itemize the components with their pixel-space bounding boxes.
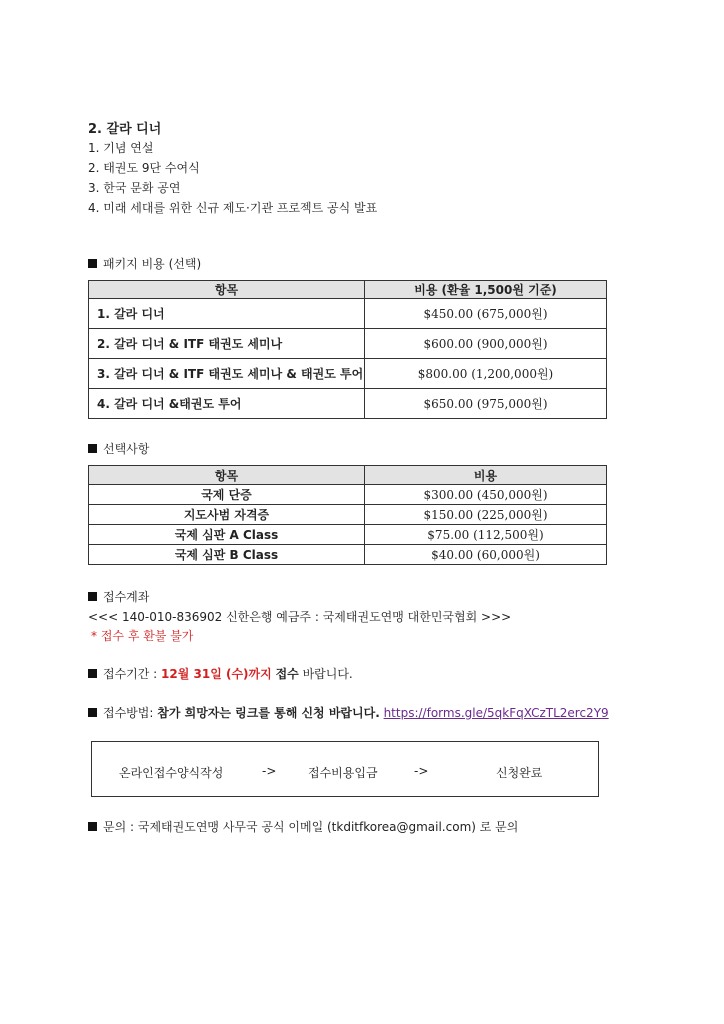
option-cost: $150.00 (225,000원) — [365, 505, 607, 525]
package-item: 3. 갈라 디너 & ITF 태권도 세미나 & 태권도 투어 — [89, 359, 365, 389]
method-line — [88, 705, 609, 721]
method-label: 접수방법: — [103, 706, 158, 720]
account-section-label — [88, 589, 149, 605]
option-item: 국제 심판 A Class — [89, 525, 365, 545]
refund-note: * 접수 후 환불 불가 — [91, 629, 194, 643]
table-row — [89, 329, 607, 359]
gala-item: 2. 태권도 9단 수여식 — [88, 161, 200, 175]
package-section-label — [88, 256, 201, 272]
gala-item: 4. 미래 세대를 위한 신규 제도·기관 프로젝트 공식 발표 — [88, 201, 378, 215]
package-label-text: 패키지 비용 (선택) — [103, 257, 202, 271]
flow-arrow: -> — [414, 764, 429, 778]
package-item: 4. 갈라 디너 &태권도 투어 — [89, 389, 365, 419]
method-instruction: 참가 희망자는 링크를 통해 신청 바랍니다. — [157, 706, 380, 720]
options-label-text: 선택사항 — [103, 442, 150, 456]
period-label: 접수기간 : — [103, 667, 162, 681]
table-header: 비용 (환율 1,500원 기준) — [365, 281, 607, 299]
period-suffix: 바랍니다. — [298, 667, 353, 681]
contact-line — [88, 819, 518, 835]
bullet-square-icon — [88, 708, 97, 717]
account-label-text: 접수계좌 — [103, 590, 150, 604]
table-row — [89, 525, 607, 545]
bullet-square-icon — [88, 444, 97, 453]
option-cost: $40.00 (60,000원) — [365, 545, 607, 565]
flow-step-payment: 접수비용입금 — [308, 766, 378, 780]
gala-item-list — [88, 138, 377, 218]
table-header: 항목 — [89, 466, 365, 485]
package-item: 2. 갈라 디너 & ITF 태권도 세미나 — [89, 329, 365, 359]
flow-arrow: -> — [262, 764, 277, 778]
table-row — [89, 505, 607, 525]
bullet-square-icon — [88, 822, 97, 831]
application-flow-box — [91, 741, 599, 797]
contact-text: 문의 : 국제태권도연맹 사무국 공식 이메일 (tkditfkorea@gmail.com) 로 문의 — [103, 820, 519, 834]
bullet-square-icon — [88, 592, 97, 601]
package-cost: $650.00 (975,000원) — [365, 389, 607, 419]
option-item: 지도사범 자격증 — [89, 505, 365, 525]
package-cost: $800.00 (1,200,000원) — [365, 359, 607, 389]
option-cost: $75.00 (112,500원) — [365, 525, 607, 545]
application-form-link[interactable]: https://forms.gle/5qkFqXCzTL2erc2Y9 — [383, 706, 609, 720]
bank-account-line: <<< 140-010-836902 신한은행 예금주 : 국제태권도연맹 대한민국협회 >>> — [88, 610, 512, 624]
package-cost: $450.00 (675,000원) — [365, 299, 607, 329]
table-row — [89, 389, 607, 419]
flow-step-form: 온라인접수양식작성 — [119, 766, 224, 780]
package-item: 1. 갈라 디너 — [89, 299, 365, 329]
gala-item: 3. 한국 문화 공연 — [88, 181, 181, 195]
table-row — [89, 299, 607, 329]
period-date: 12월 31일 (수)까지 — [161, 667, 272, 681]
flow-step-complete: 신청완료 — [496, 766, 543, 780]
table-header: 비용 — [365, 466, 607, 485]
options-section-label — [88, 441, 149, 457]
table-row — [89, 545, 607, 565]
option-cost: $300.00 (450,000원) — [365, 485, 607, 505]
table-row — [89, 485, 607, 505]
table-header: 항목 — [89, 281, 365, 299]
table-header-row — [89, 281, 607, 299]
package-table — [88, 280, 607, 419]
option-item: 국제 심판 B Class — [89, 545, 365, 565]
bullet-square-icon — [88, 259, 97, 268]
period-bold: 접수 — [275, 667, 299, 681]
period-line — [88, 666, 353, 682]
gala-item: 1. 기념 연설 — [88, 141, 154, 155]
package-cost: $600.00 (900,000원) — [365, 329, 607, 359]
table-row — [89, 359, 607, 389]
option-item: 국제 단증 — [89, 485, 365, 505]
table-header-row — [89, 466, 607, 485]
gala-title: 2. 갈라 디너 — [88, 122, 162, 137]
options-table — [88, 465, 607, 565]
bullet-square-icon — [88, 669, 97, 678]
